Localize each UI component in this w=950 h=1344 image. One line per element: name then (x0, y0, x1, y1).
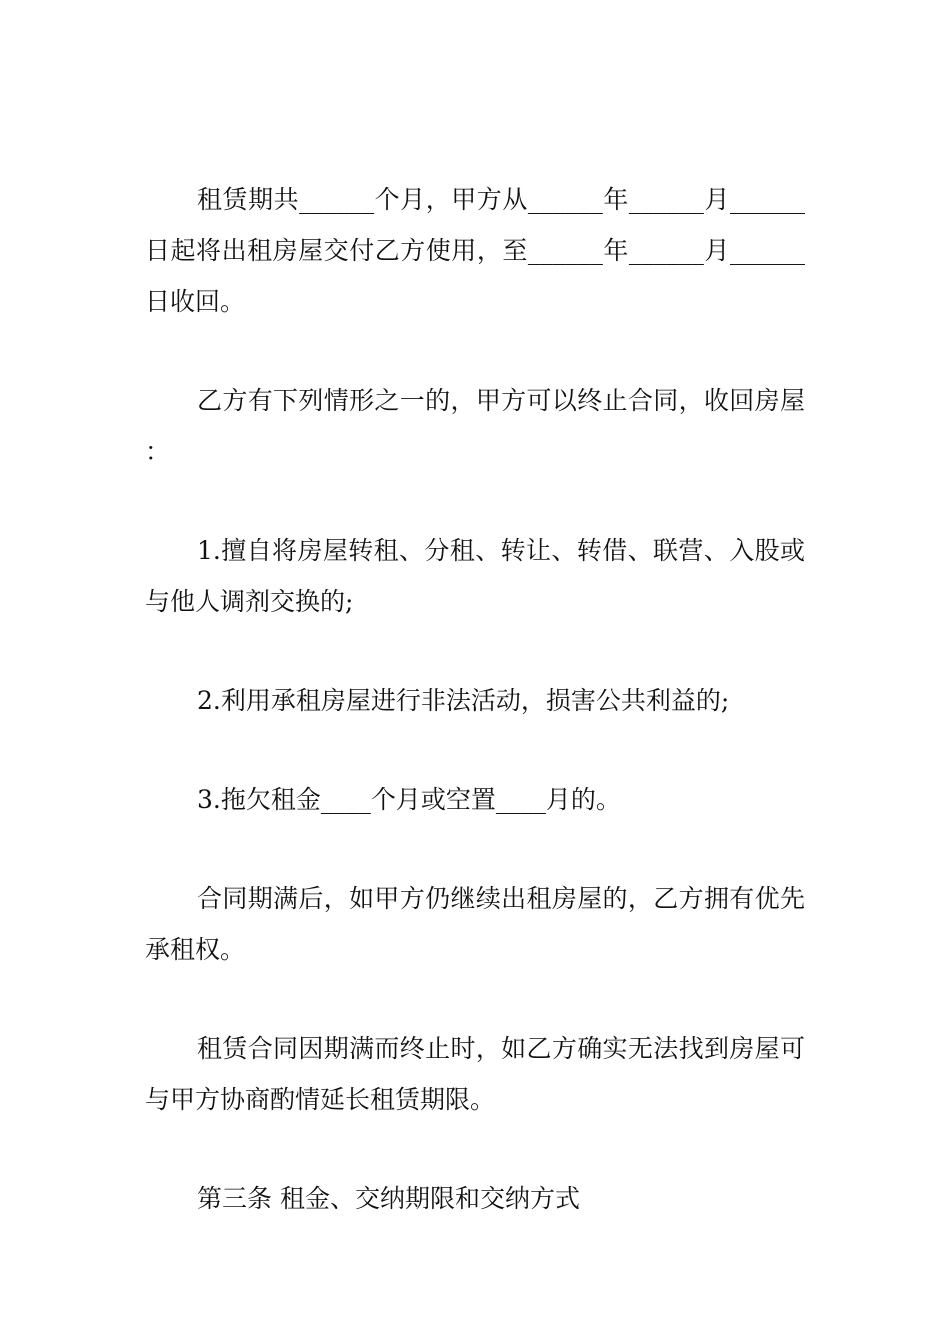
paragraph-gap (145, 975, 805, 1023)
paragraph-gap (145, 726, 805, 774)
paragraph-lease-term: 租赁期共______个月，甲方从______年______月______日起将出租房屋交付乙方使用，至______年______月______日收回。 (145, 185, 805, 316)
paragraph-gap (145, 1125, 805, 1173)
paragraph-gap (145, 327, 805, 375)
paragraph-termination-conditions: 乙方有下列情形之一的，甲方可以终止合同，收回房屋： (145, 386, 805, 466)
paragraph-gap (145, 825, 805, 873)
document-body (145, 174, 805, 1224)
list-item-sublease: 1.擅自将房屋转租、分租、转让、转借、联营、入股或与他人调剂交换的; (145, 536, 805, 616)
paragraph-gap (145, 627, 805, 675)
paragraph-priority-renewal: 合同期满后，如甲方仍继续出租房屋的，乙方拥有优先承租权。 (145, 884, 805, 964)
paragraph-extension: 租赁合同因期满而终止时，如乙方确实无法找到房屋可与甲方协商酌情延长租赁期限。 (145, 1034, 805, 1114)
list-item-illegal-use: 2.利用承租房屋进行非法活动，损害公共利益的; (197, 686, 730, 715)
list-item-rent-arrears: 3.拖欠租金____个月或空置____月的。 (197, 785, 621, 814)
paragraph-gap (145, 477, 805, 525)
section-heading-article-3: 第三条 租金、交纳期限和交纳方式 (197, 1184, 580, 1213)
